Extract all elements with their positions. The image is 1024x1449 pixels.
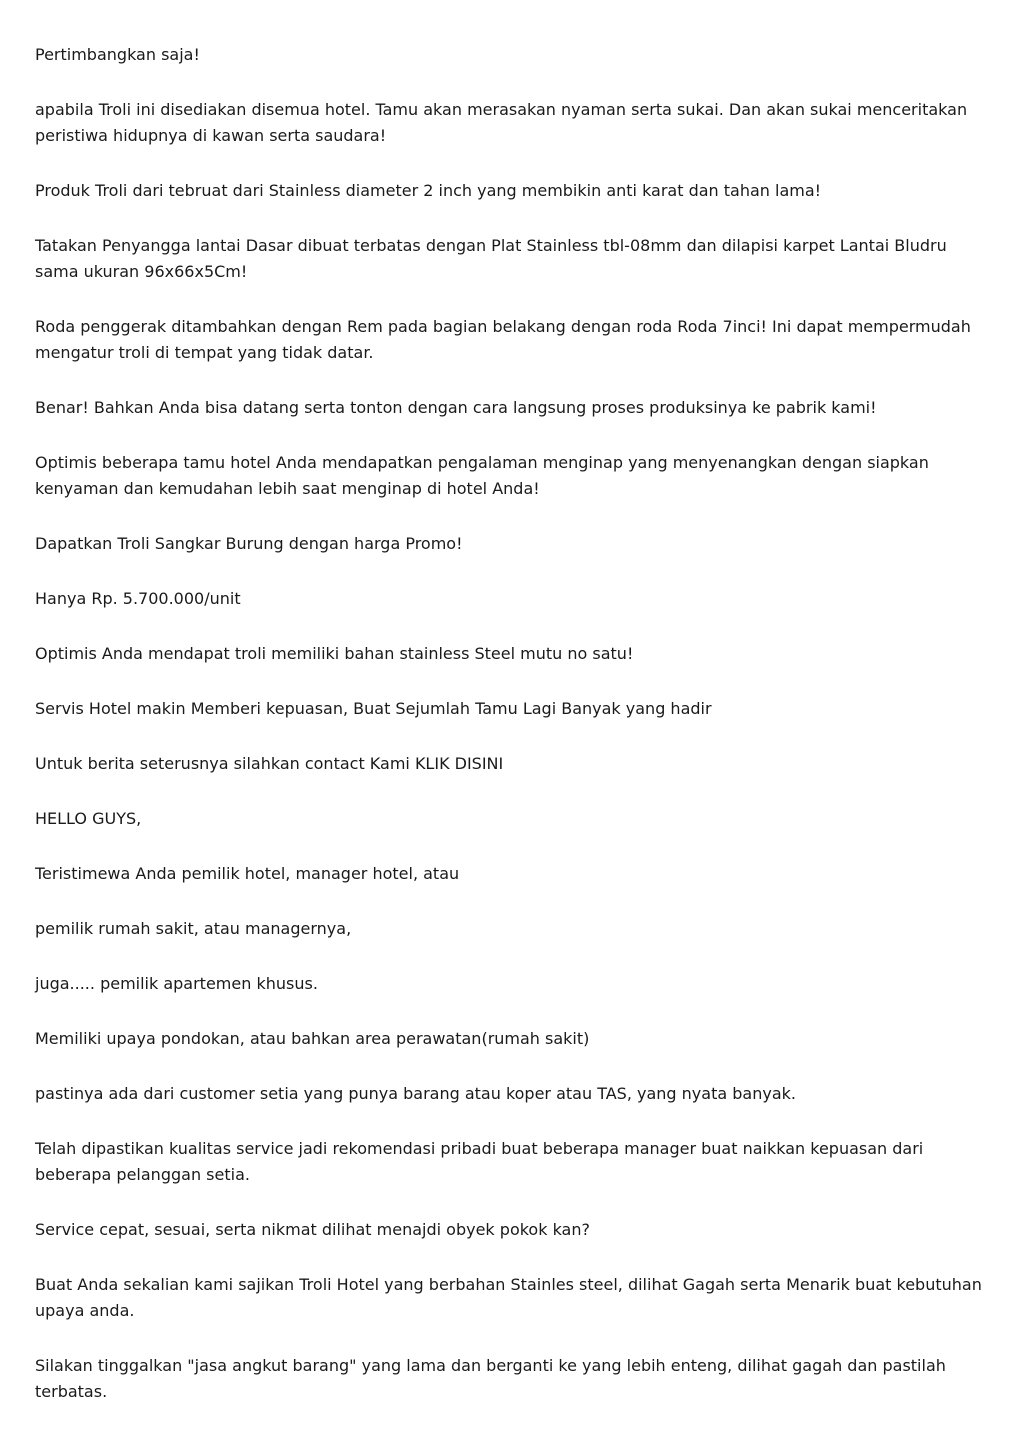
- paragraph-rumah-sakit: pemilik rumah sakit, atau managernya,: [35, 919, 352, 938]
- paragraph-roda: Roda penggerak ditambahkan dengan Rem pada bagian belakang dengan roda Roda 7inci! Ini dapat mempermudah mengatur troli di tempat yang tidak datar.: [35, 317, 971, 362]
- paragraph-kualitas: Telah dipastikan kualitas service jadi rekomendasi pribadi buat beberapa manager buat naikkan kepuasan dari beberapa pelanggan setia.: [35, 1139, 924, 1184]
- paragraph-service-cepat: Service cepat, sesuai, serta nikmat dilihat menajdi obyek pokok kan?: [35, 1220, 590, 1239]
- paragraph-pemilik-hotel: Teristimewa Anda pemilik hotel, manager hotel, atau: [35, 864, 460, 883]
- paragraph-upaya: Memiliki upaya pondokan, atau bahkan area perawatan(rumah sakit): [35, 1029, 590, 1048]
- paragraph-greeting: HELLO GUYS,: [35, 809, 142, 828]
- paragraph-troli-hotel: apabila Troli ini disediakan disemua hotel. Tamu akan merasakan nyaman serta sukai. Dan akan sukai menceritakan peristiwa hidupnya di kawan serta saudara!: [35, 100, 968, 145]
- paragraph-mutu: Optimis Anda mendapat troli memiliki bahan stainless Steel mutu no satu!: [35, 644, 634, 663]
- paragraph-promo: Dapatkan Troli Sangkar Burung dengan harga Promo!: [35, 534, 463, 553]
- paragraph-stainless: Produk Troli dari tebruat dari Stainless diameter 2 inch yang membikin anti karat dan tahan lama!: [35, 181, 822, 200]
- document-body: [35, 42, 985, 1405]
- paragraph-contact: Untuk berita seterusnya silahkan contact Kami KLIK DISINI: [35, 754, 504, 773]
- paragraph-pabrik: Benar! Bahkan Anda bisa datang serta tonton dengan cara langsung proses produksinya ke pabrik kami!: [35, 398, 877, 417]
- paragraph-servis: Servis Hotel makin Memberi kepuasan, Buat Sejumlah Tamu Lagi Banyak yang hadir: [35, 699, 712, 718]
- paragraph-tatakan: Tatakan Penyangga lantai Dasar dibuat terbatas dengan Plat Stainless tbl-08mm dan dilapisi karpet Lantai Bludru sama ukuran 96x66x5Cm!: [35, 236, 947, 281]
- paragraph-sajikan: Buat Anda sekalian kami sajikan Troli Hotel yang berbahan Stainles steel, dilihat Gagah serta Menarik buat kebutuhan upaya anda.: [35, 1275, 982, 1320]
- paragraph-customer: pastinya ada dari customer setia yang punya barang atau koper atau TAS, yang nyata banyak.: [35, 1084, 796, 1103]
- paragraph-jasa-angkut: Silakan tinggalkan "jasa angkut barang" yang lama dan berganti ke yang lebih enteng, dilihat gagah dan pastilah terbatas.: [35, 1356, 946, 1401]
- paragraph-tamu-hotel: Optimis beberapa tamu hotel Anda mendapatkan pengalaman menginap yang menyenangkan dengan siapkan kenyaman dan kemudahan lebih saat menginap di hotel Anda!: [35, 453, 929, 498]
- paragraph-apartemen: juga..... pemilik apartemen khusus.: [35, 974, 318, 993]
- paragraph-intro: Pertimbangkan saja!: [35, 45, 200, 64]
- paragraph-price: Hanya Rp. 5.700.000/unit: [35, 589, 241, 608]
